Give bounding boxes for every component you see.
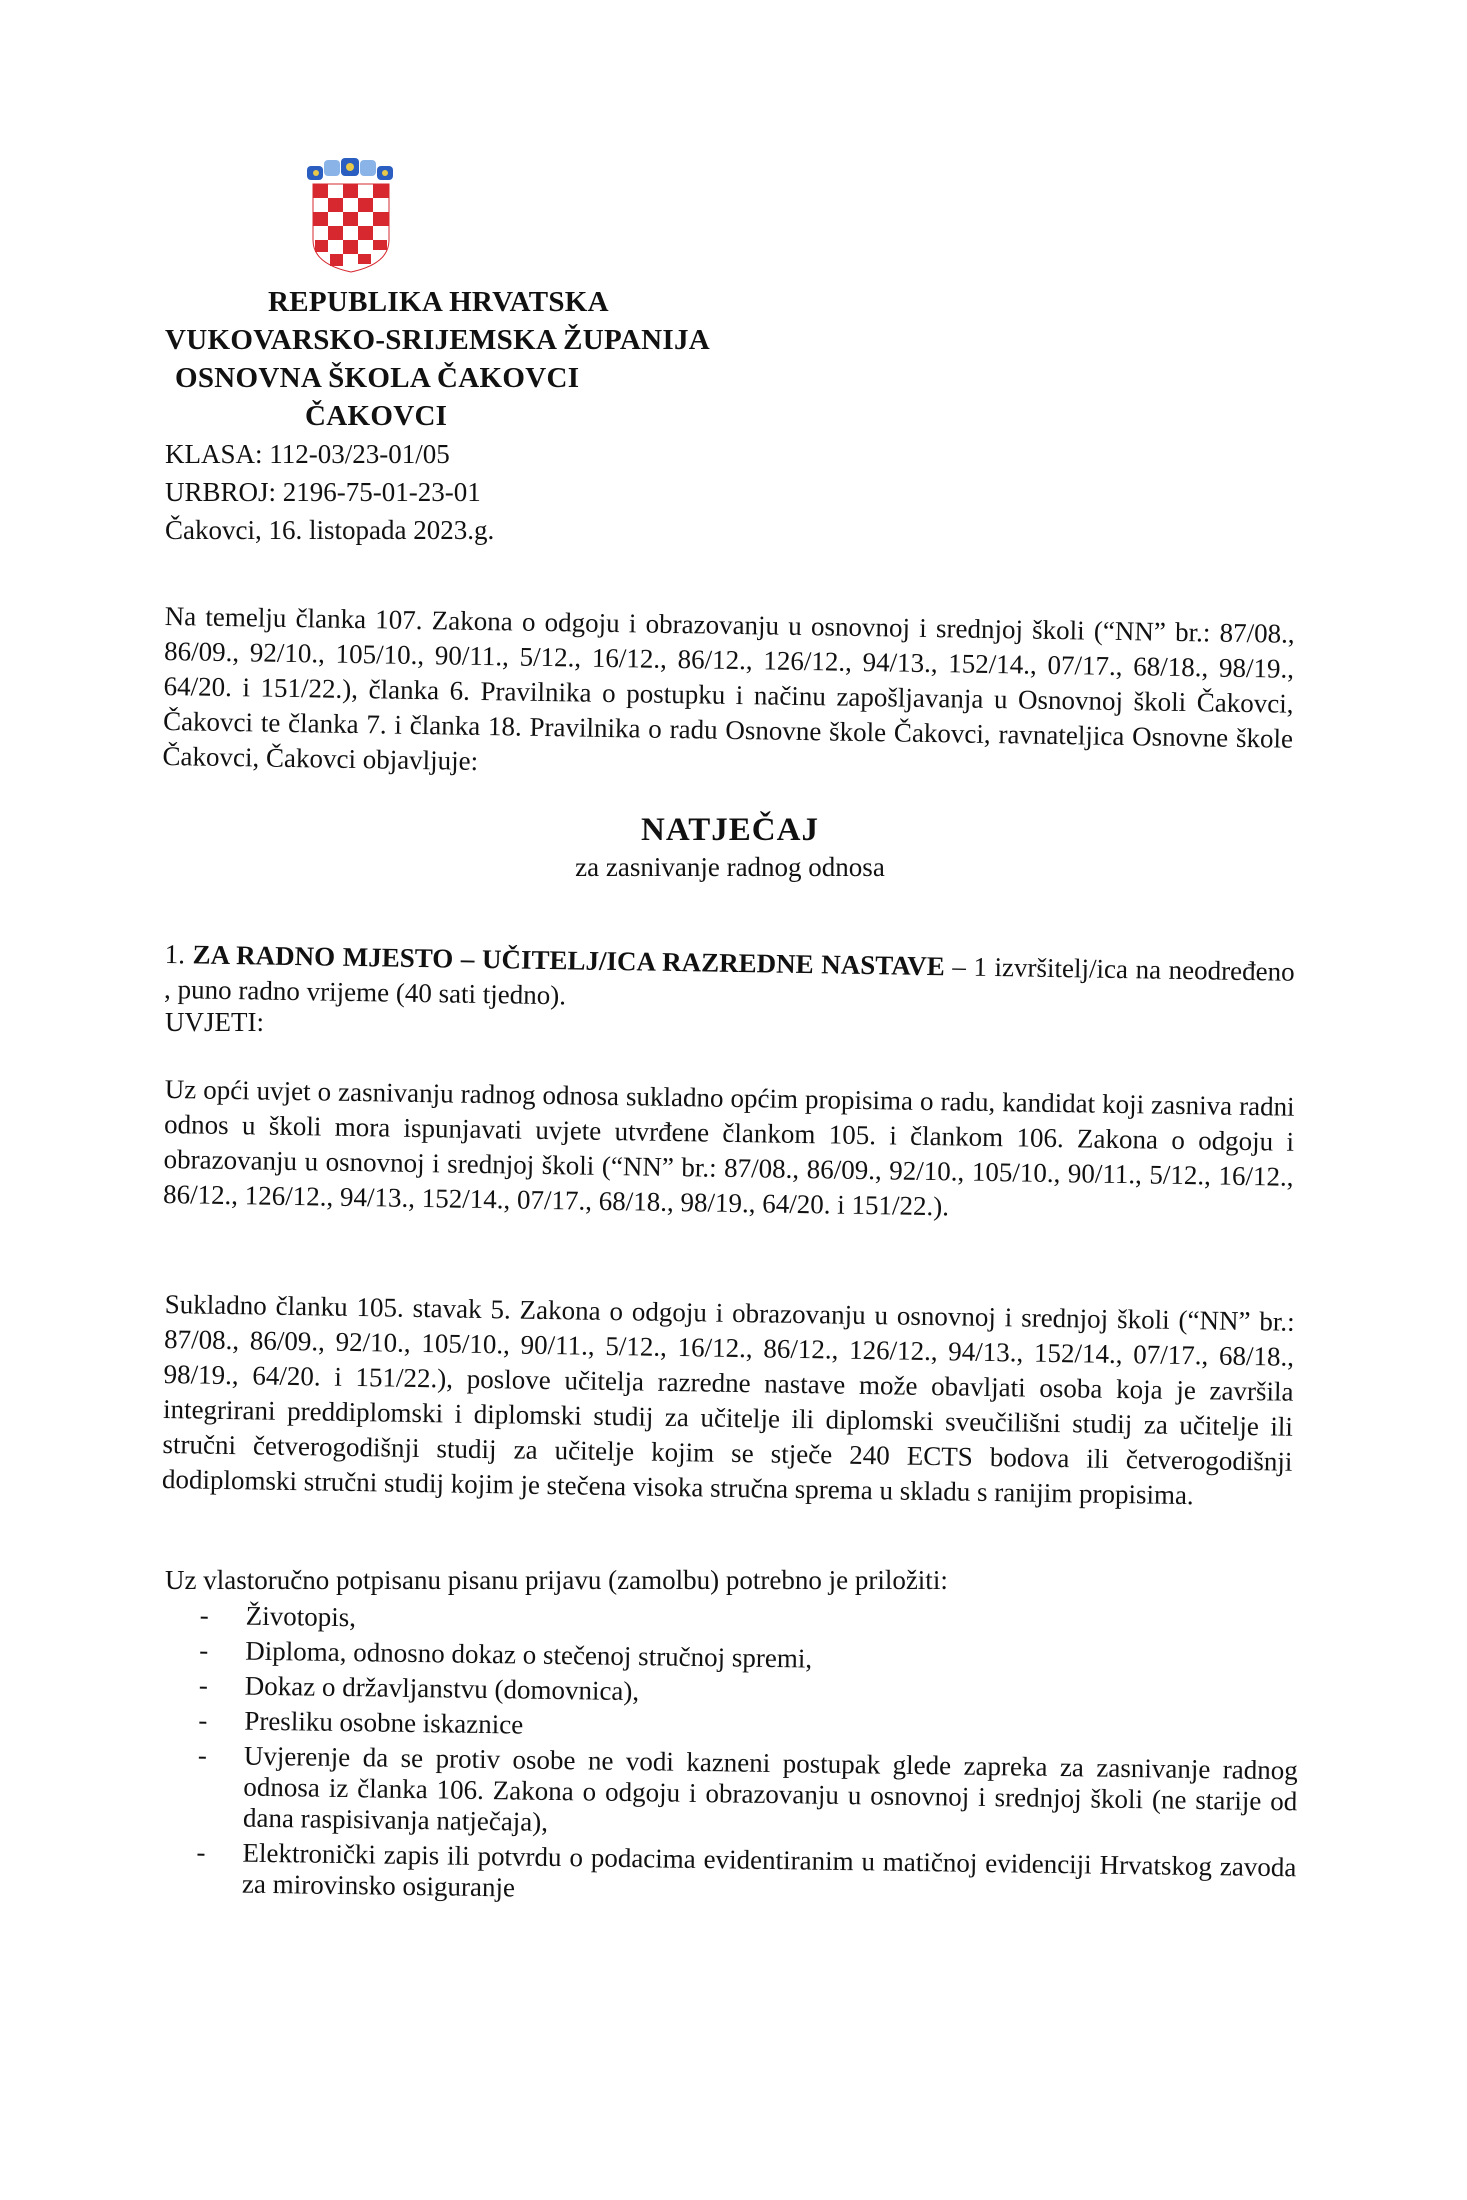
list-item-text: Dokaz o državljanstvu (domovnica), [244, 1670, 640, 1707]
intro-paragraph: Na temelju članka 107. Zakona o odgoju i obrazovanju u osnovnoj i srednjoj školi (“NN” br.: 87/08., 86/09., 92/10., 105/10., 90/11., 5/12., 16/12., 86/12., 126/12., 94/13., 152/14., 07/17., 68/18., 98/19., 64/20. i 151/22.), članka 6. Pravilnika o postupku i načinu zapošljavanja u Osnovnoj školi Čakovci, Čakovci te članka 7. i članka 18. Pravilnika o radu Osnovne škole Čakovci, ravnateljica Osnovne škole Čakovci, Čakovci objavljuje: [162, 600, 1295, 776]
attachments-heading: Uz vlastoručno potpisanu pisanu prijavu (zamolbu) potrebno je priložiti: [165, 1565, 948, 1595]
list-item-text: Presliku osobne iskaznice [244, 1705, 524, 1740]
document-title: NATJEČAJ [641, 812, 819, 848]
list-item: - Diploma, odnosno dokaz o stečenoj stručnoj spremi, [199, 1634, 813, 1674]
qualifications-paragraph: Sukladno članku 105. stavak 5. Zakona o odgoju i obrazovanju u osnovnoj i srednjoj školi (“NN” br.: 87/08., 86/09., 92/10., 105/10., 90/11., 5/12., 16/12., 86/12., 126/12., 94/13., 152/14., 07/17., 68/18., 98/19., 64/20. i 151/22.), poslove učitelja razredne nastave može obavljati osoba koja je završila integrirani preddiplomski i diplomski studij za učitelje ili diplomski sveučilišni studij za učitelje ili stručni četverogodišnji studij za učitelje kojim se stječe 240 ECTS bodova ili četverogodišnji dodiplomski stručni studij kojim je stečena visoka stručna sprema u skladu s ranijim propisima. [161, 1288, 1295, 1511]
position-detail: – 1 izvršitelj/ica na neodređeno , puno radno vrijeme (40 sati tjedno). [163, 951, 1295, 1011]
list-item: - Presliku osobne iskaznice [198, 1704, 524, 1740]
list-item: - Dokaz o državljanstvu (domovnica), [198, 1669, 640, 1707]
croatian-coat-of-arms-icon [305, 148, 397, 273]
list-item-text: Elektronički zapis ili potvrdu o podacima evidentiranim u matičnoj evidenciji Hrvatskog zavoda za mirovinsko osiguranje [241, 1837, 1297, 1903]
conditions-heading: UVJETI: [165, 1007, 264, 1037]
list-item: - Životopis, [199, 1600, 357, 1633]
school-name: OSNOVNA ŠKOLA ČAKOVCI [175, 362, 580, 394]
klasa: KLASA: 112-03/23-01/05 [165, 439, 450, 469]
country-name: REPUBLIKA HRVATSKA [268, 286, 609, 318]
list-item: - Uvjerenje da se protiv osobe ne vodi kazneni postupak glede zapreka za zasnivanje radnog odnosa iz članka 106. Zakona o odgoju i obrazovanju u osnovnoj i srednjoj školi (ne starije od dana raspisivanja natječaja), [197, 1739, 1298, 1837]
attachments-list [196, 1600, 1300, 1918]
county-name: VUKOVARSKO-SRIJEMSKA ŽUPANIJA [165, 324, 711, 356]
letterhead [165, 283, 785, 549]
document-subtitle: za zasnivanje radnog odnosa [575, 852, 885, 882]
crown [307, 158, 393, 180]
list-item-text: Uvjerenje da se protiv osobe ne vodi kazneni postupak glede zapreka za zasnivanje radnog odnosa iz članka 106. Zakona o odgoju i obrazovanju u osnovnoj i srednjoj školi (ne starije od dana raspisivanja natječaja), [242, 1740, 1298, 1837]
position-name: ZA RADNO MJESTO – UČITELJ/ICA RAZREDNE NASTAVE [192, 939, 945, 982]
position-paragraph [164, 937, 1295, 1025]
date-line: Čakovci, 16. listopada 2023.g. [165, 515, 495, 545]
urbroj: URBROJ: 2196-75-01-23-01 [165, 477, 481, 507]
list-item-text: Diploma, odnosno dokaz o stečenoj stručnoj spremi, [245, 1635, 813, 1674]
list-item-text: Životopis, [245, 1600, 357, 1633]
title-block [165, 810, 1295, 884]
position-number: 1. [164, 938, 186, 970]
school-city: ČAKOVCI [305, 400, 448, 432]
conditions-paragraph: Uz opći uvjet o zasnivanju radnog odnosa sukladno općim propisima o radu, kandidat koji zasniva radni odnos u školi mora ispunjavati uvjete utvrđene člankom 105. i člankom 106. Zakona o odgoju i obrazovanju u osnovnoj i srednjoj školi (“NN” br.: 87/08., 86/09., 92/10., 105/10., 90/11., 5/12., 16/12., 86/12., 126/12., 94/13., 152/14., 07/17., 68/18., 98/19., 64/20. i 151/22.). [162, 1073, 1295, 1222]
list-item: - Elektronički zapis ili potvrdu o podacima evidentiranim u matičnoj evidenciji Hrvatskog zavoda za mirovinsko osiguranje [196, 1836, 1297, 1903]
